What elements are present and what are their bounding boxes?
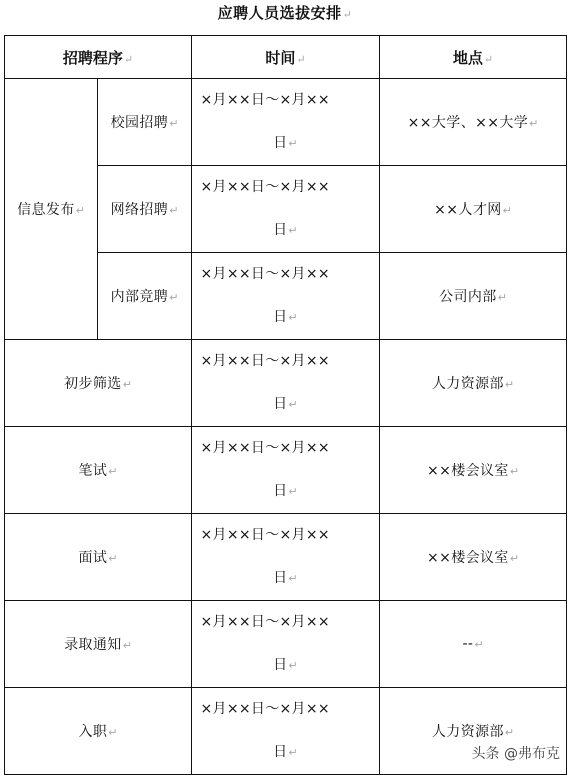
table-row [5,514,567,601]
table-row [5,79,567,166]
title-text: 应聘人员选拔安排 [217,4,342,22]
location-cell: --↵ [380,601,567,688]
table-row [5,340,567,427]
procedure-label: 入职↵ [5,688,192,775]
time-cell: ×月××日～×月×× 日↵ [192,688,380,775]
time-cell: ×月××日～×月×× 日↵ [192,253,380,340]
location-cell: ××人才网↵ [380,166,567,253]
location-cell: 公司内部↵ [380,253,567,340]
time-cell: ×月××日～×月×× 日↵ [192,79,380,166]
procedure-label: 面试↵ [5,514,192,601]
paragraph-mark: ↵ [342,8,353,21]
location-cell: ××大学、××大学↵ [380,79,567,166]
time-cell: ×月××日～×月×× 日↵ [192,166,380,253]
sub-procedure-label: 内部竞聘↵ [98,253,192,340]
group-label-info-release: 信息发布↵ [5,79,98,340]
location-cell: 人力资源部↵ [380,688,567,775]
time-cell: ×月××日～×月×× 日↵ [192,340,380,427]
table-header-row [5,36,567,79]
source-watermark: 头条 @弗布克 [470,743,562,763]
location-cell: ××楼会议室↵ [380,427,567,514]
table-row [5,601,567,688]
sub-procedure-label: 校园招聘↵ [98,79,192,166]
header-procedure: 招聘程序↵ [5,36,192,79]
table-row [5,427,567,514]
time-cell: ×月××日～×月×× 日↵ [192,601,380,688]
time-cell: ×月××日～×月×× 日↵ [192,427,380,514]
sub-procedure-label: 网络招聘↵ [98,166,192,253]
recruitment-schedule-table [4,35,567,775]
procedure-label: 录取通知↵ [5,601,192,688]
header-location: 地点↵ [380,36,567,79]
time-cell: ×月××日～×月×× 日↵ [192,514,380,601]
location-cell: 人力资源部↵ [380,340,567,427]
location-cell: ××楼会议室↵ [380,514,567,601]
procedure-label: 笔试↵ [5,427,192,514]
procedure-label: 初步筛选↵ [5,340,192,427]
header-time: 时间↵ [192,36,380,79]
document-title [0,3,570,25]
